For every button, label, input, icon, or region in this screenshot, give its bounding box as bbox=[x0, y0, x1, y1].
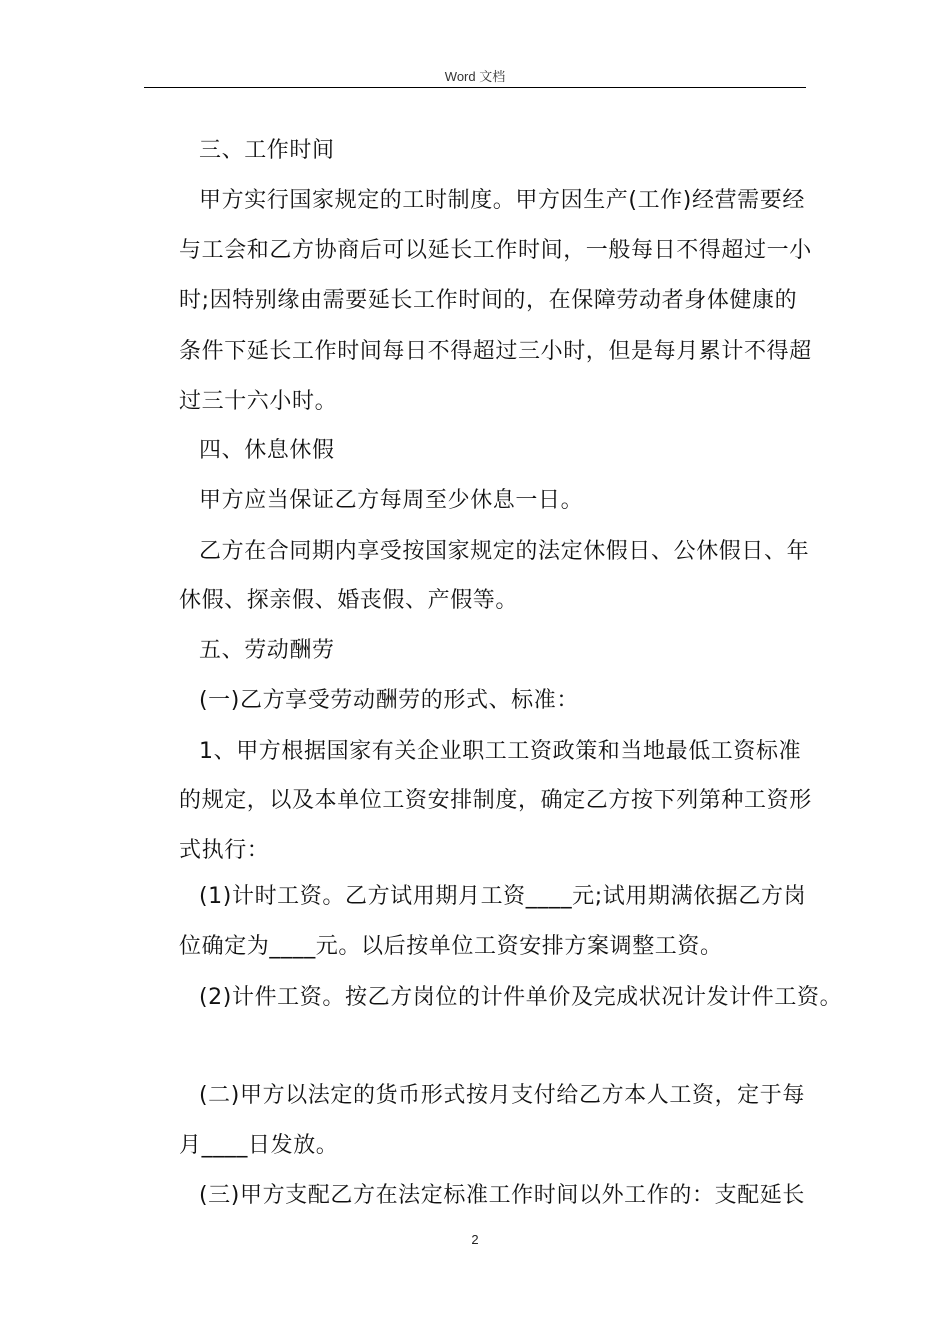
paragraph-line: 条件下延长工作时间每日不得超过三小时，但是每月累计不得超 bbox=[179, 339, 812, 364]
paragraph-line: 乙方在合同期内享受按国家规定的法定休假日、公休假日、年 bbox=[199, 539, 810, 564]
paragraph-line: 的规定，以及本单位工资安排制度，确定乙方按下列第种工资形 bbox=[179, 788, 812, 813]
section-heading-rest-leave: 四、休息休假 bbox=[199, 438, 335, 463]
section-heading-work-hours: 三、工作时间 bbox=[199, 138, 335, 163]
page-number: 2 bbox=[471, 1232, 479, 1247]
paragraph-line: 甲方应当保证乙方每周至少休息一日。 bbox=[199, 488, 584, 513]
paragraph-line: (三)甲方支配乙方在法定标准工作时间以外工作的：支配延长 bbox=[199, 1183, 805, 1208]
paragraph-line: 式执行： bbox=[179, 838, 270, 863]
page-header: Word 文档 bbox=[444, 69, 506, 84]
paragraph-line: 时;因特别缘由需要延长工作时间的，在保障劳动者身体健康的 bbox=[179, 288, 798, 313]
paragraph-line: (2)计件工资。按乙方岗位的计件单价及完成状况计发计件工资。 bbox=[199, 985, 843, 1010]
header-divider bbox=[144, 87, 806, 88]
paragraph-line: (二)甲方以法定的货币形式按月支付给乙方本人工资，定于每 bbox=[199, 1083, 805, 1108]
paragraph-line: 1、甲方根据国家有关企业职工工资政策和当地最低工资标准 bbox=[199, 739, 802, 764]
paragraph-line: 甲方实行国家规定的工时制度。甲方因生产(工作)经营需要经 bbox=[199, 188, 805, 213]
section-heading-remuneration: 五、劳动酬劳 bbox=[199, 638, 335, 663]
paragraph-line: (一)乙方享受劳动酬劳的形式、标准： bbox=[199, 688, 579, 713]
paragraph-line: 与工会和乙方协商后可以延长工作时间，一般每日不得超过一小 bbox=[179, 238, 812, 263]
paragraph-line: 过三十六小时。 bbox=[179, 389, 338, 414]
paragraph-line: 月____日发放。 bbox=[179, 1133, 339, 1158]
paragraph-line: (1)计时工资。乙方试用期月工资____元;试用期满依据乙方岗 bbox=[199, 884, 807, 909]
paragraph-line: 休假、探亲假、婚丧假、产假等。 bbox=[179, 588, 519, 613]
paragraph-line: 位确定为____元。以后按单位工资安排方案调整工资。 bbox=[179, 934, 723, 959]
